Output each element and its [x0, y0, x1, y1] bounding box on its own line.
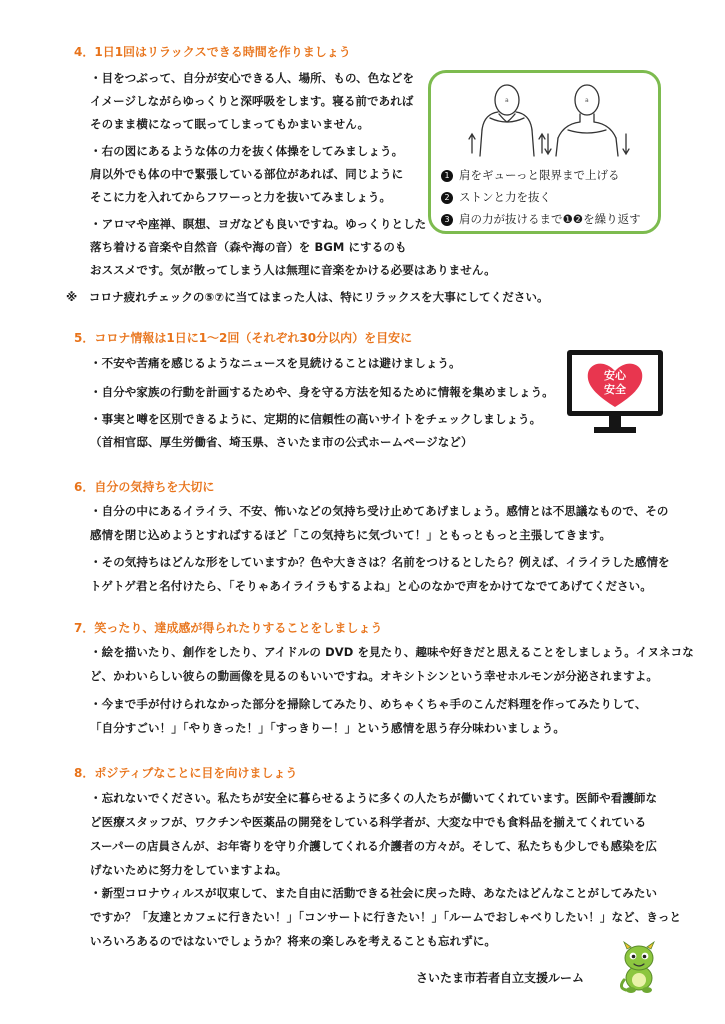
step-number-1: 1	[441, 170, 453, 182]
tv-text-line2: 安全	[604, 383, 626, 396]
step-number-2: 2	[441, 192, 453, 204]
s8-line5: ・新型コロナウィルスが収束して、また自由に活動できる社会に戻った時、あなたはどんなことがしてみたい	[90, 886, 658, 900]
s6-line2: 感情を閉じ込めようとすればするほど「この気持ちに気づいて！」ともっともっと主張してきます。	[90, 528, 612, 542]
section-8-heading: 8．ポジティブなことに目を向けましょう	[74, 766, 298, 780]
s4-p3-line1: ・アロマや座禅、瞑想、ヨガなども良いですね。ゆっくりとした	[90, 217, 427, 231]
exercise-step-1	[441, 164, 641, 186]
s5-line4: （首相官邸、厚生労働省、埼玉県、さいたま市の公式ホームページなど）	[90, 435, 473, 449]
s7-line3: ・今まで手が付けられなかった部分を掃除してみたり、めちゃくちゃ手のこんだ料理を作ってみたりして、	[90, 697, 647, 711]
s8-line4: げないために努力をしていますよね。	[90, 863, 288, 877]
s4-p1-line1: ・目をつぶって、自分が安心できる人、場所、もの、色などを	[90, 71, 415, 85]
section-4-heading: 4．1日1回はリラックスできる時間を作りましょう	[74, 45, 351, 59]
s4-p2-line1: ・右の図にあるような体の力を抜く体操をしてみましょう。	[90, 144, 404, 158]
section-6-heading: 6．自分の気持ちを大切に	[74, 480, 215, 494]
s8-line6: ですか？「友達とカフェに行きたい！」「コンサートに行きたい！」「ルームでおしゃべりしたい！」など、きっと	[90, 910, 682, 924]
svg-text:a: a	[585, 97, 589, 104]
s5-line2: ・自分や家族の行動を計画するためや、身を守る方法を知るために情報を集めましょう。	[90, 385, 554, 399]
shoulder-exercise-illustration	[462, 78, 632, 158]
s8-line1: ・忘れないでください。私たちが安全に暮らせるように多くの人たちが働いてくれています。医師や看護師な	[90, 791, 658, 805]
tv-heart-icon	[566, 349, 664, 435]
s8-line3: スーパーの店員さんが、お年寄りを守り介護してくれる介護者の方々が。そして、私たちも少しでも感染を広	[90, 839, 658, 853]
step-number-3: 3	[441, 214, 453, 226]
exercise-step-3	[441, 208, 641, 230]
s7-line1: ・絵を描いたり、創作をしたり、アイドルの DVD を見たり、趣味や好きだと思えることをしましょう。イヌネコな	[90, 645, 694, 659]
s4-note: ※ コロナ疲れチェックの⑤⑦に当てはまった人は、特にリラックスを大事にしてください。	[66, 290, 549, 304]
s6-line4: トゲトゲ君と名付けたら、「そりゃあイライラもするよね」と心のなかで声をかけてなでてあげてください。	[90, 579, 652, 593]
s8-line2: ど医療スタッフが、ワクチンや医薬品の開発をしている科学者が、大変な中でも食料品を揃えてくれている	[90, 815, 647, 829]
exercise-steps	[441, 164, 641, 230]
s8-line7: いろいろあるのではないでしょうか？将来の楽しみを考えることも忘れずに。	[90, 934, 496, 948]
s4-p3-line2: 落ち着ける音楽や自然音（森や海の音）を BGM にするのも	[90, 240, 407, 254]
footer-organization: さいたま市若者自立支援ルーム	[416, 971, 585, 985]
s4-p1-line3: そのまま横になって眠ってしまってもかまいません。	[90, 117, 370, 131]
s4-p3-line3: おススメです。気が散ってしまう人は無理に音楽をかける必要はありません。	[90, 263, 496, 277]
svg-text:a: a	[505, 97, 509, 104]
exercise-step-2	[441, 186, 641, 208]
step-text-1: 肩をギューっと限界まで上げる	[459, 168, 620, 182]
section-5-heading: 5．コロナ情報は1日に1～2回（それぞれ30分以内）を目安に	[74, 331, 413, 345]
step-text-3: 肩の力が抜けるまで❶❷を繰り返す	[459, 212, 641, 226]
dragon-mascot-icon	[618, 940, 660, 994]
s6-line1: ・自分の中にあるイライラ、不安、怖いなどの気持ち受け止めてあげましょう。感情とは不思議なもので、その	[90, 504, 669, 518]
s4-p2-line3: そこに力を入れてからフワーっと力を抜いてみましょう。	[90, 190, 392, 204]
s5-line1: ・不安や苦痛を感じるようなニュースを見続けることは避けましょう。	[90, 356, 461, 370]
section-7-heading: 7．笑ったり、達成感が得られたりすることをしましょう	[74, 621, 383, 635]
s5-line3: ・事実と噂を区別できるように、定期的に信頼性の高いサイトをチェックしましょう。	[90, 412, 542, 426]
s4-p1-line2: イメージしながらゆっくりと深呼吸をします。寝る前であれば	[90, 94, 414, 108]
step-text-2: ストンと力を抜く	[459, 190, 551, 204]
tv-text-line1: 安心	[604, 369, 626, 382]
s6-line3: ・その気持ちはどんな形をしていますか？色や大きさは？名前をつけるとしたら？例えば、イライラした感情を	[90, 555, 670, 569]
s7-line4: 「自分すごい！」「やりきった！」「すっきりー！」という感情を思う存分味わいましょう。	[90, 721, 566, 735]
s7-line2: ど、かわいらしい彼らの動画像を見るのもいいですね。オキシトシンという幸せホルモンが分泌されますよ。	[90, 669, 658, 683]
s4-p2-line2: 肩以外でも体の中で緊張している部位があれば、同じように	[90, 167, 404, 181]
